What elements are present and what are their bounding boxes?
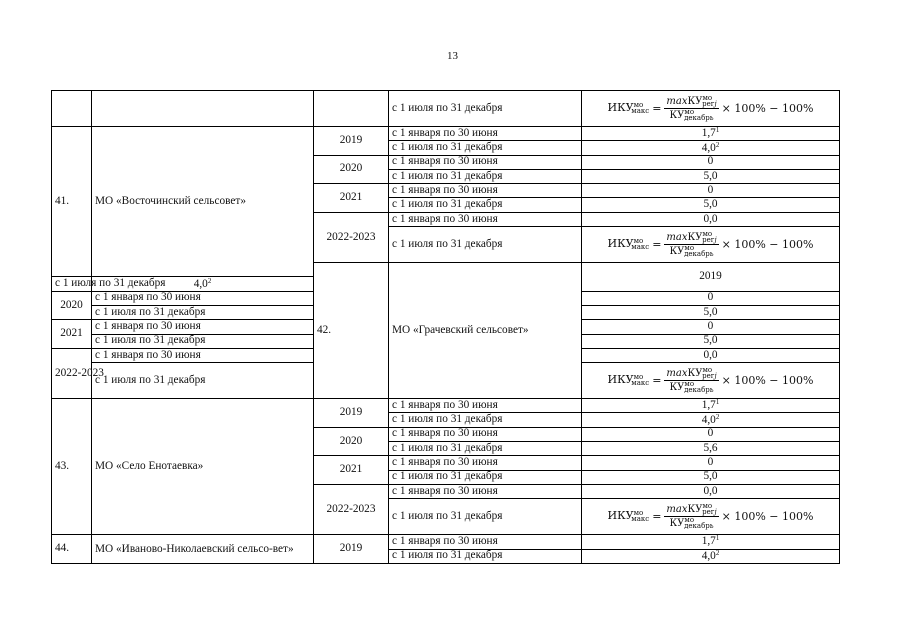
tariff-table-body xyxy=(52,91,840,564)
municipality-name-cell: МО «Восточинский сельсовет» xyxy=(92,127,314,277)
formula-fraction xyxy=(664,503,718,531)
index-value-cell xyxy=(582,127,840,141)
year-cell xyxy=(314,91,389,127)
row-number-cell: 41. xyxy=(52,127,92,277)
footnote-mark: 2 xyxy=(715,412,720,421)
table-row xyxy=(52,127,840,141)
index-value-cell xyxy=(582,227,840,263)
formula-tail: × 100% − 100% xyxy=(721,101,814,115)
period-cell: с 1 января по 30 июня xyxy=(389,484,582,498)
index-value-cell xyxy=(582,456,840,470)
index-value-cell xyxy=(582,169,840,183)
index-value: 4,0 xyxy=(193,277,208,290)
formula-lhs: $ИКУ^{мо}_{макс}$ xyxy=(607,236,650,251)
period-cell: с 1 июля по 31 декабря xyxy=(389,470,582,484)
formula-numerator: maxКУ$^{мо}_{регj}$ xyxy=(666,365,717,380)
formula-numerator: maxКУ$^{мо}_{регj}$ xyxy=(666,229,717,244)
municipality-name-cell xyxy=(92,91,314,127)
formula-tail: × 100% − 100% xyxy=(721,373,814,387)
period-cell: с 1 июля по 31 декабря xyxy=(389,549,582,563)
footnote-mark: 2 xyxy=(715,548,720,557)
index-value: 4,0 xyxy=(701,141,716,154)
formula-eq: = xyxy=(652,373,662,387)
index-value: 0,0 xyxy=(703,484,718,497)
row-number-cell: 42. xyxy=(314,263,389,399)
index-value-cell xyxy=(582,212,840,226)
index-value: 1,7 xyxy=(701,127,716,140)
period-cell: с 1 июля по 31 декабря xyxy=(389,499,582,535)
table-row xyxy=(52,535,840,549)
period-cell: с 1 января по 30 июня xyxy=(389,184,582,198)
index-value-cell xyxy=(582,198,840,212)
period-cell: с 1 июля по 31 декабря xyxy=(92,305,314,319)
index-value-cell xyxy=(582,334,840,348)
period-cell: с 1 июля по 31 декабря xyxy=(52,277,92,291)
period-cell: с 1 января по 30 июня xyxy=(92,348,314,362)
tariff-table xyxy=(51,90,840,564)
index-value-cell xyxy=(582,305,840,319)
period-cell: с 1 июля по 31 декабря xyxy=(389,141,582,155)
period-cell: с 1 января по 30 июня xyxy=(92,291,314,305)
year-cell: 2020 xyxy=(52,291,92,320)
formula-denominator: $КУ^{мо}_{декабрь}$ xyxy=(669,244,714,259)
table-row xyxy=(52,399,840,413)
index-value-cell xyxy=(582,549,840,563)
period-cell: с 1 июля по 31 декабря xyxy=(389,413,582,427)
index-value: 4,0 xyxy=(701,413,716,426)
index-value: 5,0 xyxy=(703,305,718,318)
period-cell: с 1 июля по 31 декабря xyxy=(389,198,582,212)
period-cell: с 1 июля по 31 декабря xyxy=(389,442,582,456)
index-value: 5,0 xyxy=(703,470,718,483)
formula-numerator: maxКУ$^{мо}_{регj}$ xyxy=(666,501,717,516)
year-cell: 2020 xyxy=(314,427,389,456)
index-value-cell xyxy=(582,442,840,456)
index-value-cell xyxy=(582,348,840,362)
index-value: 0 xyxy=(707,319,714,332)
footnote-mark: 2 xyxy=(207,276,212,285)
table-row xyxy=(52,91,840,127)
index-formula xyxy=(608,231,814,259)
year-cell: 2021 xyxy=(52,320,92,349)
period-cell: с 1 июля по 31 декабря xyxy=(92,334,314,348)
index-value: 0,0 xyxy=(703,348,718,361)
formula-fraction xyxy=(664,231,718,259)
municipality-name-cell: МО «Село Енотаевка» xyxy=(92,399,314,535)
year-cell: 2019 xyxy=(314,399,389,428)
formula-denominator: $КУ^{мо}_{декабрь}$ xyxy=(669,380,714,395)
index-value: 0 xyxy=(707,427,714,440)
formula-lhs: $ИКУ^{мо}_{макс}$ xyxy=(607,509,650,524)
index-value: 1,7 xyxy=(701,399,716,412)
index-value-cell xyxy=(582,320,840,334)
year-cell: 2019 xyxy=(582,263,840,292)
footnote-mark: 1 xyxy=(715,534,720,543)
page-number: 13 xyxy=(447,50,458,62)
index-formula xyxy=(608,95,814,123)
index-value: 5,6 xyxy=(703,441,718,454)
index-value-cell xyxy=(582,184,840,198)
index-value-cell xyxy=(582,291,840,305)
index-value-cell xyxy=(582,141,840,155)
row-number-cell: 44. xyxy=(52,535,92,564)
year-cell: 2021 xyxy=(314,456,389,485)
year-cell: 2022-2023 xyxy=(314,484,389,534)
index-value: 1,7 xyxy=(701,535,716,548)
period-cell: с 1 июля по 31 декабря xyxy=(389,169,582,183)
formula-eq: = xyxy=(652,509,662,523)
year-cell: 2022-2023 xyxy=(314,212,389,262)
formula-fraction xyxy=(664,367,718,395)
index-value: 5,0 xyxy=(703,334,718,347)
row-number-cell xyxy=(52,91,92,127)
index-formula xyxy=(608,367,814,395)
index-value: 0 xyxy=(707,155,714,168)
footnote-mark: 1 xyxy=(715,398,720,407)
municipality-name-cell: МО «Иваново-Николаевский сельсо-вет» xyxy=(92,535,314,564)
formula-denominator: $КУ^{мо}_{декабрь}$ xyxy=(669,108,714,122)
formula-lhs: $ИКУ^{мо}_{макс}$ xyxy=(607,372,650,387)
index-value-cell xyxy=(582,413,840,427)
period-cell: с 1 июля по 31 декабря xyxy=(389,227,582,263)
row-number-cell: 43. xyxy=(52,399,92,535)
index-value-cell xyxy=(582,399,840,413)
period-cell: с 1 января по 30 июня xyxy=(389,212,582,226)
index-value: 4,0 xyxy=(701,549,716,562)
index-value: 0,0 xyxy=(703,212,718,225)
formula-lhs: $ИКУ^{мо}_{макс}$ xyxy=(607,100,650,115)
formula-eq: = xyxy=(652,101,662,115)
period-cell: с 1 января по 30 июня xyxy=(389,456,582,470)
index-value: 0 xyxy=(707,291,714,304)
period-cell: с 1 января по 30 июня xyxy=(389,535,582,549)
formula-tail: × 100% − 100% xyxy=(721,509,814,523)
period-cell: с 1 января по 30 июня xyxy=(389,127,582,141)
formula-tail: × 100% − 100% xyxy=(721,237,814,251)
index-value: 0 xyxy=(707,183,714,196)
period-cell: с 1 января по 30 июня xyxy=(92,320,314,334)
index-value-cell xyxy=(582,484,840,498)
index-value: 0 xyxy=(707,456,714,469)
period-cell: с 1 января по 30 июня xyxy=(389,155,582,169)
index-value-cell xyxy=(582,155,840,169)
period-cell: с 1 января по 30 июня xyxy=(389,399,582,413)
index-value-cell xyxy=(582,499,840,535)
year-cell: 2019 xyxy=(314,127,389,156)
year-cell: 2020 xyxy=(314,155,389,184)
index-value: 5,0 xyxy=(703,198,718,211)
index-value-cell xyxy=(582,91,840,127)
year-cell: 2022-2023 xyxy=(52,348,92,398)
year-cell: 2019 xyxy=(314,535,389,564)
index-formula xyxy=(608,503,814,531)
index-value-cell xyxy=(582,363,840,399)
index-value: 5,0 xyxy=(703,169,718,182)
period-cell: с 1 июля по 31 декабря xyxy=(92,363,314,399)
footnote-mark: 2 xyxy=(715,140,720,149)
formula-fraction xyxy=(664,95,718,123)
index-value-cell xyxy=(582,427,840,441)
municipality-name-cell: МО «Грачевский сельсовет» xyxy=(389,263,582,399)
period-cell: с 1 июля по 31 декабря xyxy=(389,91,582,127)
index-value-cell xyxy=(582,470,840,484)
formula-eq: = xyxy=(652,237,662,251)
year-cell: 2021 xyxy=(314,184,389,213)
formula-numerator: maxКУ$^{мо}_{регj}$ xyxy=(666,93,717,108)
footnote-mark: 1 xyxy=(715,126,720,135)
index-value-cell xyxy=(582,535,840,549)
formula-denominator: $КУ^{мо}_{декабрь}$ xyxy=(669,516,714,531)
period-cell: с 1 января по 30 июня xyxy=(389,427,582,441)
